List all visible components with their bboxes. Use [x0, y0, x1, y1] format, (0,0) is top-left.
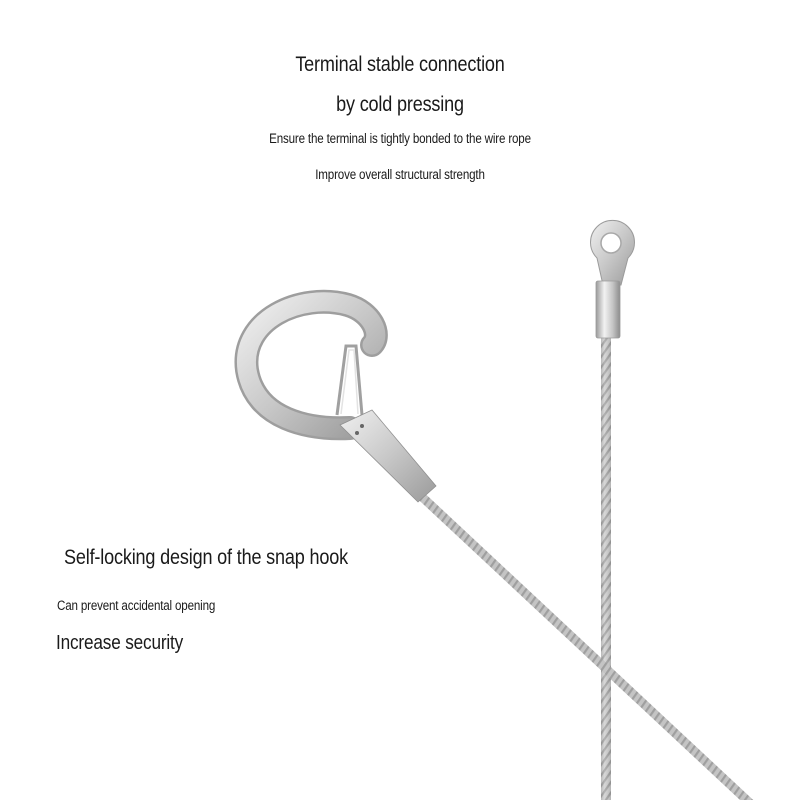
ring-terminal-hole [601, 233, 621, 253]
crimp-sleeve [596, 281, 620, 338]
snap-hook-gate [337, 346, 362, 415]
hook-note-1: Can prevent accidental opening [57, 598, 216, 613]
title-line-1: Terminal stable connection [295, 53, 505, 76]
title-line-2: by cold pressing [336, 93, 464, 116]
hook-note-2: Increase security [56, 632, 184, 654]
hook-crimp-sleeve [340, 410, 436, 502]
terminal-note-1: Ensure the terminal is tightly bonded to the wire rope [269, 131, 531, 146]
ring-terminal-rope [591, 220, 635, 800]
hook-title: Self-locking design of the snap hook [64, 546, 348, 569]
terminal-note-2: Improve overall structural strength [315, 167, 485, 182]
